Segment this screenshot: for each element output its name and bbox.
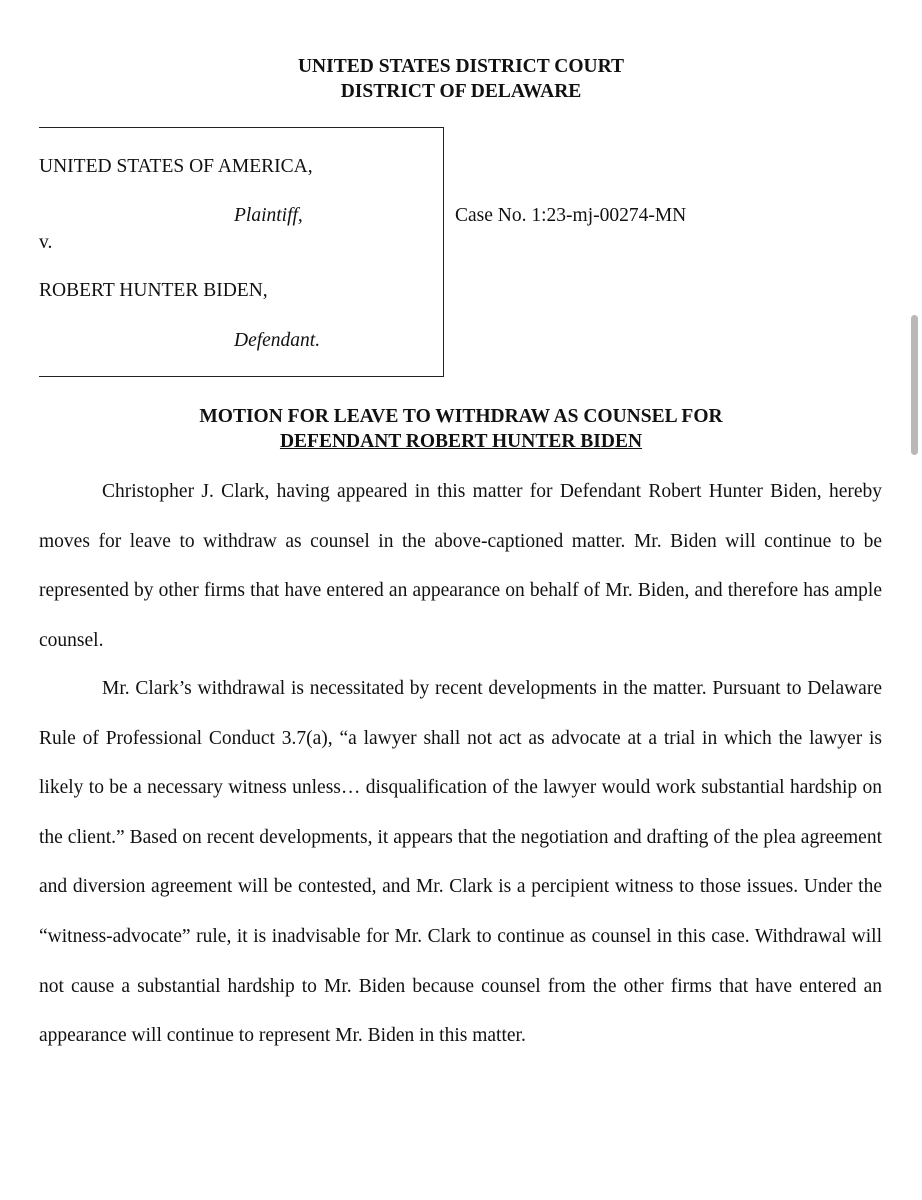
case-number: Case No. 1:23-mj-00274-MN <box>455 205 687 226</box>
motion-title <box>0 404 922 454</box>
plaintiff-role: Plaintiff, <box>234 205 303 226</box>
motion-title-line2: DEFENDANT ROBERT HUNTER BIDEN <box>279 431 643 452</box>
defendant-role: Defendant. <box>234 330 321 351</box>
court-name: UNITED STATES DISTRICT COURT <box>297 56 625 77</box>
district-name: DISTRICT OF DELAWARE <box>340 81 582 102</box>
versus-label: v. <box>39 232 53 253</box>
scrollbar-thumb[interactable] <box>911 315 918 455</box>
motion-title-line1: MOTION FOR LEAVE TO WITHDRAW AS COUNSEL FOR <box>199 406 723 427</box>
court-header <box>0 54 922 104</box>
plaintiff-name: UNITED STATES OF AMERICA, <box>39 156 313 177</box>
defendant-name: ROBERT HUNTER BIDEN, <box>39 280 268 301</box>
paragraph-1: Christopher J. Clark, having appeared in this matter for Defendant Robert Hunter Biden, hereby moves for leave to withdraw as counsel in the above-captioned matter. Mr. Biden will continue to be represented by other firms that have entered an appearance on behalf of Mr. Biden, and therefore has ample counsel. <box>39 481 882 651</box>
paragraph-2: Mr. Clark’s withdrawal is necessitated by recent developments in the matter. Pursuant to Delaware Rule of Professional Conduct 3.7(a), “a lawyer shall not act as advocate at a trial in which the lawyer is likely to be a necessary witness unless… disqualification of the lawyer would work substantial hardship on the client.” Based on recent developments, it appears that the negotiation and drafting of the plea agreement and diversion agreement will be contested, and Mr. Clark is a percipient witness to those issues. Under the “witness-advocate” rule, it is inadvisable for Mr. Clark to continue as counsel in this case. Withdrawal will not cause a substantial hardship to Mr. Biden because counsel from the other firms that have entered an appearance will continue to represent Mr. Biden in this matter. <box>39 678 882 1047</box>
